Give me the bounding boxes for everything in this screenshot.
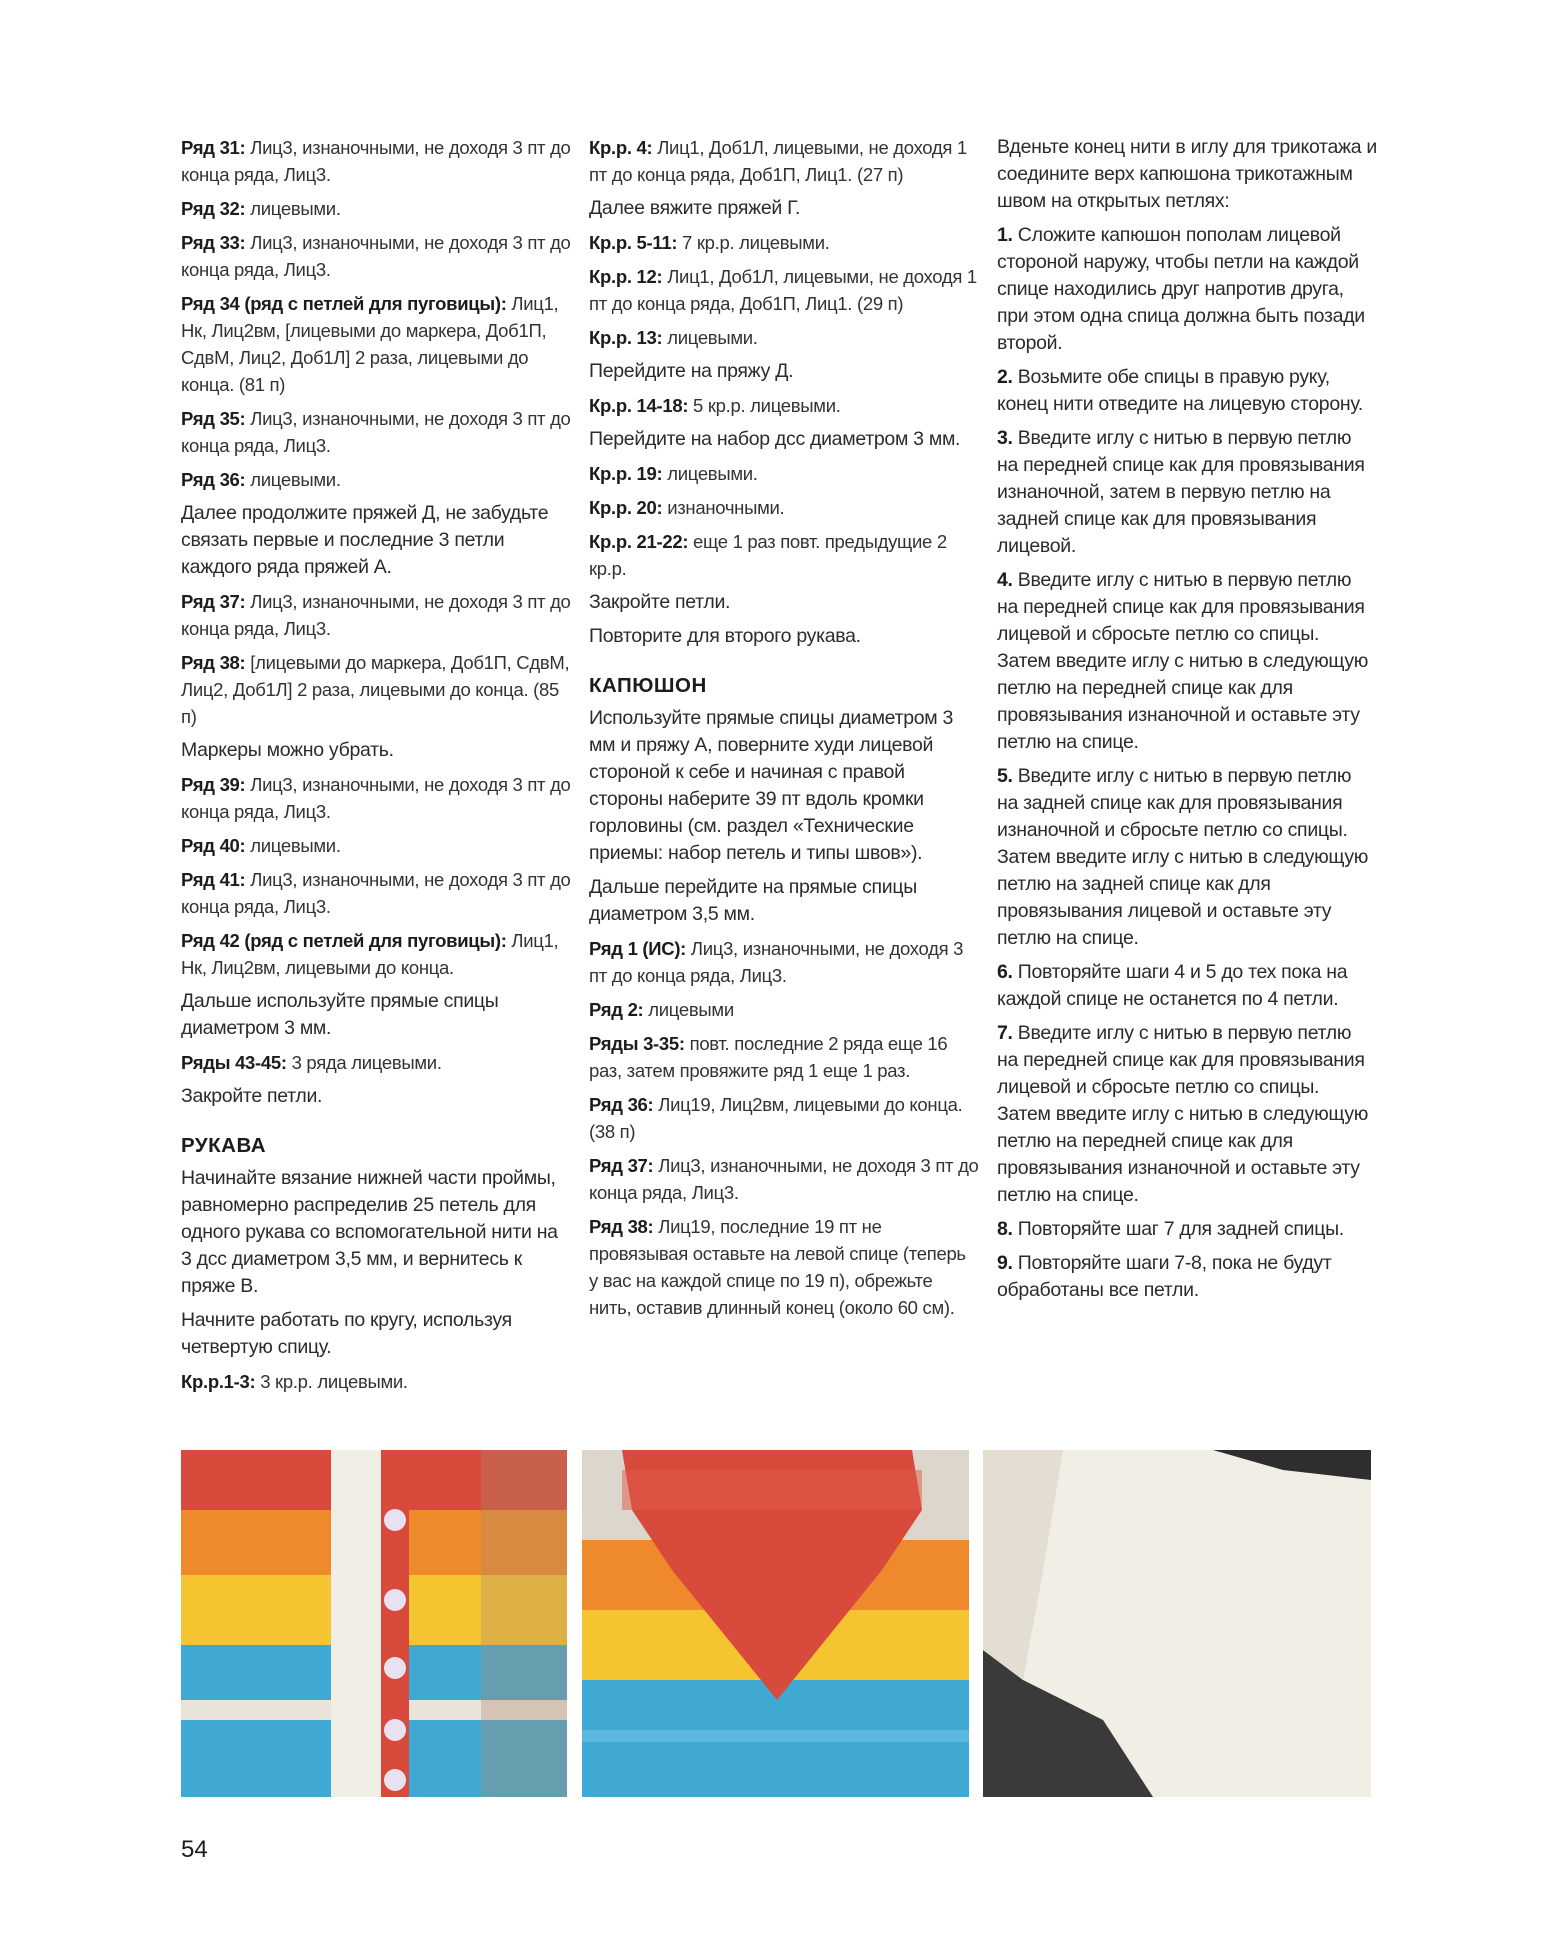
paragraph xyxy=(181,988,571,1042)
row-label: Кр.р. 4: xyxy=(589,137,653,158)
paragraph xyxy=(181,466,571,493)
paragraph xyxy=(181,927,571,981)
row-text: Дальше перейдите на прямые спицы диаметром 3,5 мм. xyxy=(589,876,917,925)
paragraph xyxy=(997,425,1377,560)
row-text: Лиц3, изнаночными, не доходя 3 пт до конца ряда, Лиц3. xyxy=(181,591,571,639)
row-text: Лиц3, изнаночными, не доходя 3 пт до конца ряда, Лиц3. xyxy=(589,938,964,986)
row-text: лицевыми. xyxy=(245,835,341,856)
step-number: 8. xyxy=(997,1218,1013,1240)
paragraph xyxy=(181,1368,571,1395)
paragraph xyxy=(181,290,571,398)
row-label: Ряд 34 (ряд с петлей для пуговицы): xyxy=(181,293,507,314)
step-number: 3. xyxy=(997,427,1013,449)
row-text: лицевыми. xyxy=(662,463,758,484)
paragraph xyxy=(589,1152,979,1206)
row-text: Перейдите на пряжу Д. xyxy=(589,360,794,382)
step-text: Повторяйте шаги 4 и 5 до тех пока на каждой спице не останется по 4 петли. xyxy=(997,961,1348,1010)
row-text: Лиц3, изнаночными, не доходя 3 пт до конца ряда, Лиц3. xyxy=(181,137,571,185)
paragraph xyxy=(589,589,979,616)
photo-white-sweater xyxy=(983,1450,1371,1797)
row-label: Ряды 43-45: xyxy=(181,1052,287,1073)
paragraph xyxy=(589,935,979,989)
row-text: Лиц3, изнаночными, не доходя 3 пт до конца ряда, Лиц3. xyxy=(181,774,571,822)
paragraph xyxy=(181,649,571,730)
row-text: Лиц3, изнаночными, не доходя 3 пт до конца ряда, Лиц3. xyxy=(181,869,571,917)
white-sweater-illustration xyxy=(983,1450,1371,1797)
paragraph xyxy=(997,763,1377,952)
paragraph xyxy=(181,134,571,188)
row-label: Кр.р. 12: xyxy=(589,266,663,287)
row-text: Начните работать по кругу, используя четвертую спицу. xyxy=(181,1309,512,1358)
row-text: 3 ряда лицевыми. xyxy=(286,1052,442,1073)
section-heading-hood: КАПЮШОН xyxy=(589,674,707,697)
row-text: Закройте петли. xyxy=(589,591,731,613)
column-3 xyxy=(997,134,1377,1311)
paragraph xyxy=(589,229,979,256)
row-text: Закройте петли. xyxy=(181,1085,323,1107)
row-text: Лиц1, Нк, Лиц2вм, лицевыми до конца. xyxy=(181,930,559,978)
paragraph xyxy=(181,737,571,764)
paragraph xyxy=(589,494,979,521)
paragraph xyxy=(997,134,1377,215)
row-label: Ряд 39: xyxy=(181,774,246,795)
section-heading-sleeves: РУКАВА xyxy=(181,1134,267,1157)
step-text: Введите иглу с нитью в первую петлю на передней спице как для провязывания изнаночной, затем в первую петлю на задней спице как для провязывания лицевой. xyxy=(997,427,1365,557)
paragraph xyxy=(181,229,571,283)
paragraph xyxy=(997,959,1377,1013)
row-label: Ряд 40: xyxy=(181,835,246,856)
row-text: повт. последние 2 ряда еще 16 раз, затем провяжите ряд 1 еще 1 раз. xyxy=(589,1033,948,1081)
row-text: Лиц1, Доб1Л, лицевыми, не доходя 1 пт до конца ряда, Доб1П, Лиц1. (27 п) xyxy=(589,137,967,185)
row-text: Далее вяжите пряжей Г. xyxy=(589,197,801,219)
step-number: 2. xyxy=(997,366,1013,388)
row-text: 7 кр.р. лицевыми. xyxy=(677,232,830,253)
step-text: Повторяйте шаги 7-8, пока не будут обработаны все петли. xyxy=(997,1252,1332,1301)
row-text: Используйте прямые спицы диаметром 3 мм и пряжу А, поверните худи лицевой стороной к себе и начиная с правой стороны наберите 39 пт вдоль кромки горловины (см. раздел «Технические приемы: набор петель и типы швов»). xyxy=(589,707,954,864)
row-text: еще 1 раз повт. предыдущие 2 кр.р. xyxy=(589,531,947,579)
step-text: Вденьте конец нити в иглу для трикотажа и соедините верх капюшона трикотажным швом на открытых петлях: xyxy=(997,136,1378,212)
row-label: Ряд 33: xyxy=(181,232,246,253)
paragraph xyxy=(997,222,1377,357)
row-label: Ряд 41: xyxy=(181,869,246,890)
paragraph xyxy=(589,1213,979,1321)
paragraph xyxy=(589,134,979,188)
row-text: лицевыми. xyxy=(245,469,341,490)
paragraph xyxy=(997,567,1377,756)
paragraph xyxy=(589,623,979,650)
step-text: Введите иглу с нитью в первую петлю на передней спице как для провязывания лицевой и сбросьте петлю со спицы. Затем введите иглу с нитью в следующую петлю на передней спице как для провязывания изнаночной и оставьте эту петлю на спице. xyxy=(997,569,1369,753)
step-number: 7. xyxy=(997,1022,1013,1044)
step-text: Введите иглу с нитью в первую петлю на передней спице как для провязывания лицевой и сбросьте петлю со спицы. Затем введите иглу с нитью в следующую петлю на передней спице как для провязывания изнаночной и оставьте эту петлю на спице. xyxy=(997,1022,1369,1206)
row-label: Кр.р. 14-18: xyxy=(589,395,689,416)
row-label: Ряды 3-35: xyxy=(589,1033,685,1054)
column-2 xyxy=(589,134,979,1328)
paragraph xyxy=(589,1091,979,1145)
row-label: Кр.р. 19: xyxy=(589,463,663,484)
row-text: 5 кр.р. лицевыми. xyxy=(688,395,841,416)
row-text: Лиц3, изнаночными, не доходя 3 пт до конца ряда, Лиц3. xyxy=(181,232,571,280)
paragraph xyxy=(181,866,571,920)
paragraph xyxy=(589,426,979,453)
paragraph xyxy=(181,1165,571,1300)
paragraph xyxy=(181,405,571,459)
step-number: 4. xyxy=(997,569,1013,591)
row-label: Ряд 32: xyxy=(181,198,246,219)
step-text: Введите иглу с нитью в первую петлю на задней спице как для провязывания изнаночной и сбросьте петлю со спицы. Затем введите иглу с нитью в следующую петлю на задней спице как для провязывания лицевой и оставьте эту петлю на спице. xyxy=(997,765,1369,949)
row-text: изнаночными. xyxy=(662,497,785,518)
row-text: Лиц3, изнаночными, не доходя 3 пт до конца ряда, Лиц3. xyxy=(181,408,571,456)
paragraph xyxy=(181,1307,571,1361)
row-label: Ряд 38: xyxy=(181,652,246,673)
row-text: Лиц1, Доб1Л, лицевыми, не доходя 1 пт до конца ряда, Доб1П, Лиц1. (29 п) xyxy=(589,266,977,314)
row-label: Ряд 36: xyxy=(181,469,246,490)
row-label: Кр.р. 5-11: xyxy=(589,232,678,253)
paragraph xyxy=(589,460,979,487)
row-label: Ряд 35: xyxy=(181,408,246,429)
paragraph xyxy=(181,500,571,581)
step-number: 9. xyxy=(997,1252,1013,1274)
row-text: Далее продолжите пряжей Д, не забудьте связать первые и последние 3 петли каждого ряда пряжей А. xyxy=(181,502,549,578)
paragraph xyxy=(589,263,979,317)
paragraph xyxy=(589,195,979,222)
row-label: Ряд 42 (ряд с петлей для пуговицы): xyxy=(181,930,507,951)
step-text: Сложите капюшон пополам лицевой стороной наружу, чтобы петли на каждой спице находились друг напротив друга, при этом одна спица должна быть позади второй. xyxy=(997,224,1365,354)
photo-hood xyxy=(582,1450,969,1797)
step-number: 1. xyxy=(997,224,1013,246)
row-label: Ряд 37: xyxy=(589,1155,654,1176)
step-text: Возьмите обе спицы в правую руку, конец нити отведите на лицевую сторону. xyxy=(997,366,1363,415)
row-text: 3 кр.р. лицевыми. xyxy=(255,1371,408,1392)
paragraph xyxy=(589,324,979,351)
paragraph xyxy=(589,528,979,582)
row-label: Кр.р. 13: xyxy=(589,327,663,348)
paragraph xyxy=(589,1030,979,1084)
paragraph xyxy=(181,195,571,222)
row-text: лицевыми. xyxy=(245,198,341,219)
paragraph xyxy=(181,771,571,825)
paragraph xyxy=(181,588,571,642)
paragraph xyxy=(589,358,979,385)
row-label: Ряд 37: xyxy=(181,591,246,612)
paragraph xyxy=(181,832,571,859)
paragraph xyxy=(181,1083,571,1110)
row-label: Кр.р.1-3: xyxy=(181,1371,256,1392)
row-text: Начинайте вязание нижней части проймы, равномерно распределив 25 петель для одного рукава со вспомогательной нити на 3 дсс диаметром 3,5 мм, и вернитесь к пряже В. xyxy=(181,1167,558,1297)
paragraph xyxy=(589,705,979,867)
paragraph xyxy=(589,392,979,419)
page-number: 54 xyxy=(181,1836,208,1863)
photo-cardigan-buttons xyxy=(181,1450,567,1797)
paragraph xyxy=(997,364,1377,418)
row-text: лицевыми. xyxy=(662,327,758,348)
row-text: Повторите для второго рукава. xyxy=(589,625,861,647)
row-label: Ряд 38: xyxy=(589,1216,654,1237)
step-text: Повторяйте шаг 7 для задней спицы. xyxy=(1012,1218,1344,1240)
paragraph xyxy=(997,1250,1377,1304)
row-text: Дальше используйте прямые спицы диаметром 3 мм. xyxy=(181,990,499,1039)
row-text: лицевыми xyxy=(643,999,734,1020)
row-text: Лиц19, Лиц2вм, лицевыми до конца. (38 п) xyxy=(589,1094,963,1142)
paragraph xyxy=(589,874,979,928)
step-number: 5. xyxy=(997,765,1013,787)
column-1 xyxy=(181,134,571,1402)
paragraph xyxy=(589,996,979,1023)
paragraph xyxy=(997,1020,1377,1209)
row-label: Ряд 31: xyxy=(181,137,246,158)
row-label: Ряд 36: xyxy=(589,1094,654,1115)
row-text: Лиц1, Нк, Лиц2вм, [лицевыми до маркера, Доб1П, СдвМ, Лиц2, Доб1Л] 2 раза, лицевыми до конца. (81 п) xyxy=(181,293,559,395)
row-text: Маркеры можно убрать. xyxy=(181,739,394,761)
paragraph xyxy=(181,1049,571,1076)
row-text: Перейдите на набор дсс диаметром 3 мм. xyxy=(589,428,961,450)
cardigan-illustration xyxy=(181,1450,567,1797)
hood-illustration xyxy=(582,1450,969,1797)
row-label: Кр.р. 21-22: xyxy=(589,531,689,552)
col1-group-1 xyxy=(181,134,571,1110)
row-text: Лиц19, последние 19 пт не провязывая оставьте на левой спице (теперь у вас на каждой спице по 19 п), обрежьте нить, оставив длинный конец (около 60 см). xyxy=(589,1216,966,1318)
step-number: 6. xyxy=(997,961,1013,983)
row-text: Лиц3, изнаночными, не доходя 3 пт до конца ряда, Лиц3. xyxy=(589,1155,979,1203)
row-label: Ряд 1 (ИС): xyxy=(589,938,687,959)
row-label: Кр.р. 20: xyxy=(589,497,663,518)
paragraph xyxy=(997,1216,1377,1243)
row-text: [лицевыми до маркера, Доб1П, СдвМ, Лиц2, Доб1Л] 2 раза, лицевыми до конца. (85 п) xyxy=(181,652,570,727)
row-label: Ряд 2: xyxy=(589,999,644,1020)
